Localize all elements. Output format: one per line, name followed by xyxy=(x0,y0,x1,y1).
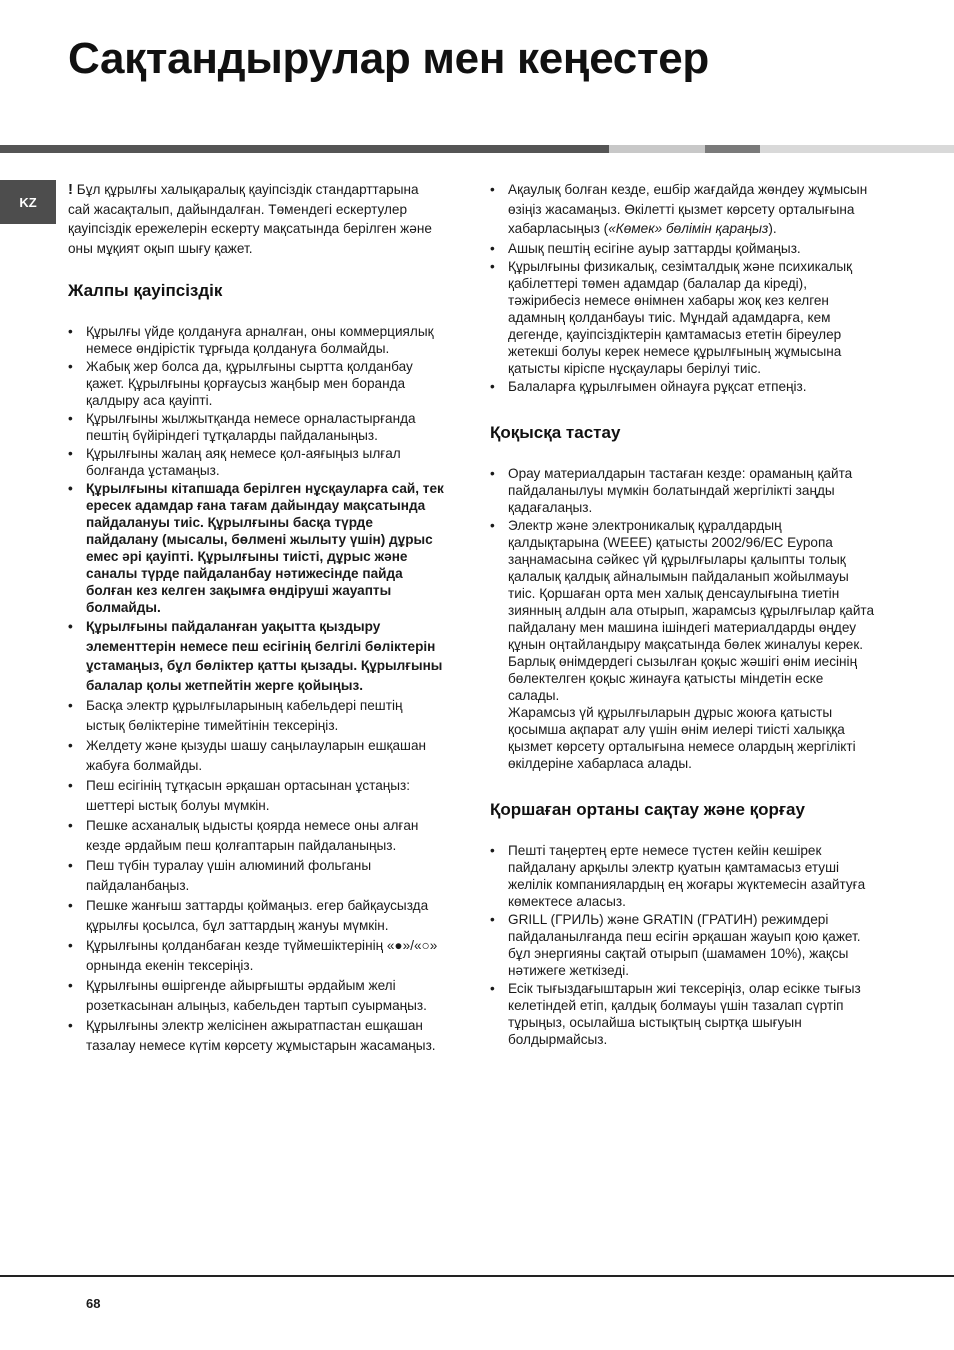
list-item: • Құрылғыны жылжытқанда немесе орналастырғанда пештің бүйіріндегі тұтқаларды пайдаланыңыз. xyxy=(68,410,444,444)
weee-text: Электр және электроникалық құралдардың қалдықтарына (WEEE) қатысты 2002/96/EC Еуропа заңнамасына сәйкес үй құрылғылары қалыпты толық қалалық қалдық айналымын пайдаланып жойылмауы тиіс. Қоршаған орта мен халық денсаулығына тиетін зиянның алдын ала отырып, жарамсыз құрылғылар қайта пайдалану мен машина ішіндегі материалдарды өңдеу құнын оңтайландыру мақсатында бөлек жиналуы керек. Барлық өнімдердегі сызылған қоқыс жәшігі өнім иесінің бөлектелген қоқыс жинауға қатысты міндетін еске салады. xyxy=(508,517,875,703)
safety-list-continued xyxy=(490,180,875,395)
disposal-list xyxy=(490,465,875,772)
list-item: • GRILL (ГРИЛЬ) және GRATIN (ГРАТИН) режимдері пайдаланылғанда пеш есігін әрқашан жауып қою қажет. бұл энергияны сақтай отырып (шамамен 10%), жақсы нәтижеге жеткізеді. xyxy=(490,911,875,979)
list-item: • Балаларға құрылғымен ойнауға рұқсат етпеңіз. xyxy=(490,378,875,395)
list-item: • Құрылғыны өшіргенде айырғышты әрдайым желі розеткасынан алыңыз, кабельден тартып суырмаңыз. xyxy=(68,976,444,1015)
list-item: • Пешті таңертең ерте немесе түстен кейін кешірек пайдалану арқылы электр қуатын қамтамасыз етуші желілік компаниялардың ең жоғары жүктемесін азайтуға көмектесе аласыз. xyxy=(490,842,875,910)
disposal-heading: Қоқысқа тастау xyxy=(490,422,621,442)
header-bar-mid xyxy=(705,145,760,153)
list-item: • Есік тығыздағыштарын жиі тексеріңіз, олар есікке тығыз келетіндей етіп, қалдық болмауы үшін тазалап сүртіп тұрыңыз, осылайша ыстықтың сыртқа шығуын болдырмайсыз. xyxy=(490,980,875,1048)
footer-rule xyxy=(0,1275,954,1277)
page-title: Сақтандырулар мен кеңестер xyxy=(68,34,709,83)
list-item: • Құрылғыны жалаң аяқ немесе қол-аяғыңыз ылғал болғанда ұстамаңыз. xyxy=(68,445,444,479)
list-item: • Құрылғыны электр желісінен ажыратпастан ешқашан тазалау немесе күтім көрсету жұмыстарын жасамаңыз. xyxy=(68,1016,444,1055)
list-item: • Құрылғыны физикалық, сезімталдық және психикалық қабілеттері төмен адамдар (балалар да кіреді), тәжірибесіз немесе өнімнен хабары жоқ кез келген адамның қолданбауы тиіс. Мұндай адамдарға, кем дегенде, қауіпсіздіктерін қамтамасыз ететін біреулер жетекші болуы керек немесе құрылғының жұмысына қатысты кіріспе нұсқаулары берілуі тиіс. xyxy=(490,258,875,377)
general-safety-heading: Жалпы қауіпсіздік xyxy=(68,281,223,300)
environment-heading: Қоршаған ортаны сақтау және қорғау xyxy=(490,799,805,819)
list-item: • Желдету және қызуды шашу саңылауларын ешқашан жабуға болмайды. xyxy=(68,736,444,775)
disposal-extra: Жарамсыз үй құрылғыларын дұрыс жоюға қатысты қосымша ақпарат алу үшін өнім иелері тиісті халыққа қызмет көрсету орталығына немесе олардың жергілікті өкілдеріне хабарласа алады. xyxy=(508,704,856,771)
environment-list xyxy=(490,842,875,1048)
list-item: • Құрылғы үйде қолдануға арналған, оны коммерциялық немесе өндірістік тұрғыда қолдануға болмайды. xyxy=(68,323,444,357)
list-item: • Пеш түбін туралау үшін алюминий фольганы пайдаланбаңыз. xyxy=(68,856,444,895)
intro-warning xyxy=(68,180,444,258)
list-item: • Құрылғыны пайдаланған уақытта қыздыру элементтерін немесе пеш есігінің белгілі бөліктерін ұстамаңыз, бұл бөліктер қатты қызады. Құрылғыны балалар қолы жетпейтін жерге қойыңыз. xyxy=(68,617,444,695)
list-item: • Ашық пештің есігіне ауыр заттарды қоймаңыз. xyxy=(490,240,875,257)
language-tab: KZ xyxy=(0,180,56,224)
list-item: • Басқа электр құрылғыларының кабельдері пештің ыстық бөліктеріне тимейтінін тексеріңіз. xyxy=(68,696,444,735)
right-column xyxy=(490,180,875,1049)
list-item: • Орау материалдарын тастаған кезде: ораманың қайта пайдаланылуы мүмкін болатындай жергілікті заңды қадағалаңыз. xyxy=(490,465,875,516)
intro-text: Бұл құрылғы халықаралық қауіпсіздік стандарттарына сай жасақталып, дайындалған. Төмендегі ескертулер қауіпсіздік ережелерін ескерту мақсатында берілген және оны мұқият оқып шығу қажет. xyxy=(68,182,432,256)
fault-text-end: ). xyxy=(768,221,777,236)
list-item: • Пеш есігінің тұтқасын әрқашан ортасынан ұстаңыз: шеттері ыстық болуы мүмкін. xyxy=(68,776,444,815)
list-item xyxy=(490,180,875,239)
list-item xyxy=(490,517,875,772)
list-item: • Құрылғыны кітапшада берілген нұсқауларға сай, тек ересек адамдар ғана тағам дайындау мақсатында пайдалануы тиіс. Құрылғыны басқа түрде пайдалану (мысалы, бөлмені жылыту үшін) дұрыс емес әрі қауіпті. Құрылғыны тиісті, дұрыс және саналы түрде пайдаланбау нәтижесінде пайда болған кез келген зақымға өндіруші жауапты болмайды. xyxy=(68,480,444,616)
warning-mark: ! xyxy=(68,181,73,198)
header-bar-pale xyxy=(760,145,954,153)
list-item: • Пешке жанғыш заттарды қоймаңыз. егер байқаусызда құрылғы қосылса, бұл заттардың жануы мүмкін. xyxy=(68,896,444,935)
list-item: • Пешке асханалық ыдысты қоярда немесе оны алған кезде әрдайым пеш қолғаптарын пайдаланыңыз. xyxy=(68,816,444,855)
general-safety-list xyxy=(68,323,444,1055)
left-column xyxy=(68,180,444,1056)
help-section-reference: «Көмек» бөлімін қараңыз xyxy=(608,221,769,236)
header-bar-light xyxy=(609,145,705,153)
page-number: 68 xyxy=(86,1296,101,1311)
fault-text: Ақаулық болған кезде, ешбір жағдайда жөндеу жұмысын өзіңіз жасамаңыз. Өкілетті қызмет көрсету орталығына хабарласыңыз ( xyxy=(508,182,868,236)
list-item: • Жабық жер болса да, құрылғыны сыртта қолданбау қажет. Құрылғыны қорғаусыз жаңбыр мен боранда қалдыру аса қауіпті. xyxy=(68,358,444,409)
header-bar-dark xyxy=(0,145,609,153)
list-item: • Құрылғыны қолданбаған кезде түймешіктерінің «●»/«○» орнында екенін тексеріңіз. xyxy=(68,936,444,975)
